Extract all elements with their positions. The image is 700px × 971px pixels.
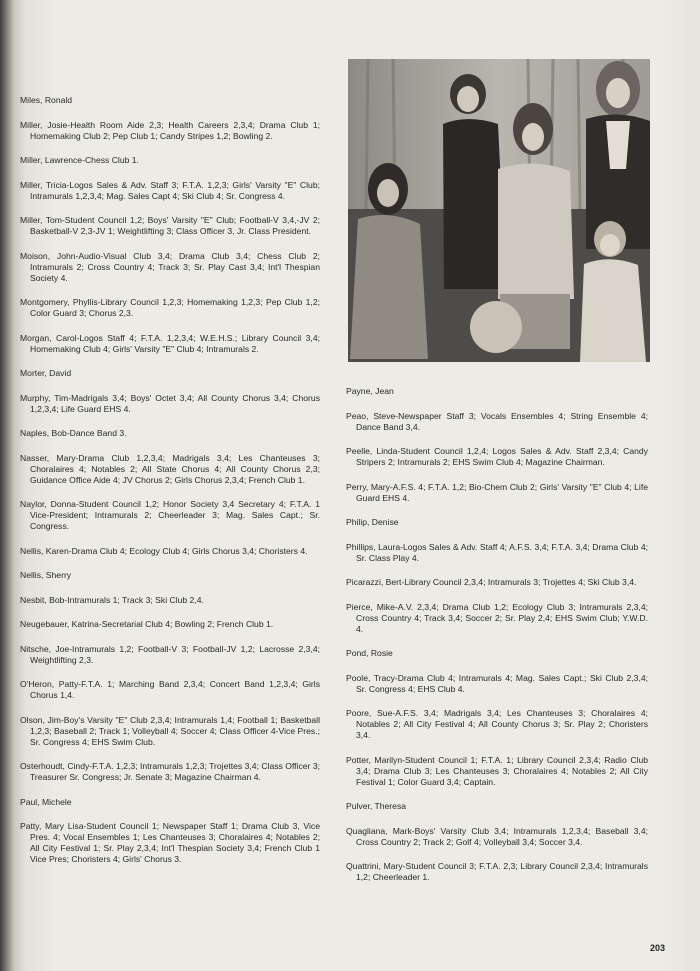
student-entry: Naples, Bob-Dance Band 3. [20,428,127,438]
student-entry: Morter, David [20,368,72,378]
student-entry: Pulver, Theresa [346,801,407,811]
student-entry: Patty, Mary Lisa-Student Council 1; Newspaper Staff 1; Drama Club 3, Vice Pres. 4; Vocal Ensembles 1; Les Chanteuses 3; Choralaires 4; Notables 2; All City Festival 1; Sr. Play 2,3,4; Int'l Thespian Society 3,4; French Club 1 Vice Pres; Choristers 4; Girls' Chorus 3. [20,821,320,864]
student-entry: Naylor, Donna-Student Council 1,2; Honor Society 3,4 Secretary 4; F.T.A. 1 Vice-President; Intramurals 2; Cheerleader 3; Mag. Sales Capt.; Sr. Congress. [20,499,320,531]
student-entry: Poole, Tracy-Drama Club 4; Intramurals 4; Mag. Sales Capt.; Ski Club 2,3,4; Sr. Congress 4; EHS Club 4. [346,672,648,694]
student-entry: Miles, Ronald [20,95,73,105]
page-number: 203 [649,943,665,953]
student-entry: Montgomery, Phyllis-Library Council 1,2,3; Homemaking 1,2,3; Pep Club 1,2; Color Guard 3; Chorus 2,3. [20,297,320,318]
student-entry: Murphy, Tim-Madrigals 3,4; Boys' Octet 3,4; All County Chorus 3,4; Chorus 1,2,3,4; Life Guard EHS 4. [20,392,320,414]
student-entry: Miller, Tom-Student Council 1,2; Boys' Varsity "E" Club; Football-V 3,4,-JV 2; Basketball-V 2,3-JV 1; Weightlifting 3; Class Officer 3, Jr. Class President. [20,215,320,236]
student-entry: Nellis, Karen-Drama Club 4; Ecology Club 4; Girls Chorus 3,4; Choristers 4. [20,545,308,556]
student-entry: Neugebauer, Katrina-Secretarial Club 4; Bowling 2; French Club 1. [20,619,274,629]
student-entry: Nitsche, Joe-Intramurals 1,2; Football-V 3; Football-JV 1,2; Lacrosse 2,3,4; Weightlifting 2,3. [20,643,320,665]
student-entry: Payne, Jean [346,386,394,396]
student-entry: Miller, Tricia-Logos Sales & Adv. Staff 3; F.T.A. 1,2,3; Girls' Varsity "E" Club; Intramurals 1,2,3,4; Mag. Sales Capt 4; Ski Club 4; Sr. Congress 4. [20,179,320,201]
student-entry: Phillips, Laura-Logos Sales & Adv. Staff 4; A.F.S. 3,4; F.T.A. 3,4; Drama Club 4; Sr. Class Play 4. [346,541,648,563]
student-entry: Potter, Marilyn-Student Council 1; F.T.A. 1; Library Council 2,3,4; Radio Club 3,4; Drama Club 3; Les Chanteuses 3; Choralaires 4; Notables 2; All City Festival 1; Color Guard 3,4; Captain. [346,754,648,787]
student-entry: Pond, Rosie [346,648,393,658]
student-entry: Olson, Jim-Boy's Varsity "E" Club 2,3,4; Intramurals 1,4; Football 1; Basketball 1,2,3; Baseball 2; Track 1; Volleyball 4; Soccer 4; Class Officer 4-Vice Pres.; Sr. Congress 4; EHS Swim Club. [20,714,320,747]
student-entry: Perry, Mary-A.F.S. 4; F.T.A. 1,2; Bio-Chem Club 2; Girls' Varsity "E" Club 4; Life Guard EHS 4. [346,481,648,503]
student-entry: Nasser, Mary-Drama Club 1,2,3,4; Madrigals 3,4; Les Chanteuses 3; Choralaires 4; Notables 2; All State Chorus 4; All County Chorus 2,3; Guidance Office Aide 4; JV Chorus 2; Girls Chorus 2,3,4; French Club 1. [20,452,320,485]
student-entry: Peao, Steve-Newspaper Staff 3; Vocals Ensembles 4; String Ensemble 4; Dance Band 3,4. [346,410,648,432]
student-entry: Nellis, Sherry [20,570,72,580]
student-entry: Peelle, Linda-Student Council 1,2,4; Logos Sales & Adv. Staff 2,3,4; Candy Stripers 2; Intramurals 2; EHS Swim Club 4; Magazine Chairman. [346,446,648,467]
student-entry: Moison, John-Audio-Visual Club 3,4; Drama Club 3,4; Chess Club 2; Intramurals 2; Cross Country 4; Track 3; Sr. Play Cast 3,4; Int'l Thespian Society 4. [20,250,320,283]
student-entry: O'Heron, Patty-F.T.A. 1; Marching Band 2,3,4; Concert Band 1,2,3,4; Girls Chorus 1,4. [20,679,320,700]
student-entry: Miller, Josie-Health Room Aide 2,3; Health Careers 2,3,4; Drama Club 1; Homemaking Club 2; Pep Club 1; Candy Stripes 1,2; Bowling 2. [20,119,320,141]
student-entry: Quattrini, Mary-Student Council 3; F.T.A. 2,3; Library Council 2,3,4; Intramurals 1,2; Cheerleader 1. [346,861,648,882]
student-entry: Paul, Michele [20,796,72,807]
student-entry: Quagliana, Mark-Boys' Varsity Club 3,4; Intramurals 1,2,3,4; Baseball 3,4; Cross Country 2; Track 2; Golf 4; Volleyball 3,4; Soccer 3,4. [346,825,648,847]
student-entry: Philip, Denise [346,517,399,527]
group-photo [348,59,650,362]
senior-activities-left-column [20,95,320,879]
student-entry: Poore, Sue-A.F.S. 3,4; Madrigals 3,4; Les Chanteuses 3; Choralaires 4; Notables 2; All City Festival 4; All County Chorus 3; Sr. Play 2; Choristers 3,4. [346,708,648,740]
senior-activities-right-column [346,386,648,897]
student-entry: Miller, Lawrence-Chess Club 1. [20,155,139,165]
student-entry: Pierce, Mike-A.V. 2,3,4; Drama Club 1,2; Ecology Club 3; Intramurals 2,3,4; Cross Country 4; Track 3,4; Soccer 2; Sr. Play 2,4; EHS Swim Club; Y.W.D. 4. [346,601,648,634]
student-entry: Morgan, Carol-Logos Staff 4; F.T.A. 1,2,3,4; W.E.H.S.; Library Council 3,4; Homemaking Club 4; Girls' Varsity "E" Club 4; Intramurals 2. [20,332,320,354]
student-entry: Nesbit, Bob-Intramurals 1; Track 3; Ski Club 2,4. [20,594,204,605]
student-entry: Osterhoudt, Cindy-F.T.A. 1,2,3; Intramurals 1,2,3; Trojettes 3,4; Class Officer 3; Treasurer Sr. Congress; Jr. Senate 3; Magazine Chairman 4. [20,761,320,782]
student-entry: Picarazzi, Bert-Library Council 2,3,4; Intramurals 3; Trojettes 4; Ski Club 3,4. [346,577,637,587]
